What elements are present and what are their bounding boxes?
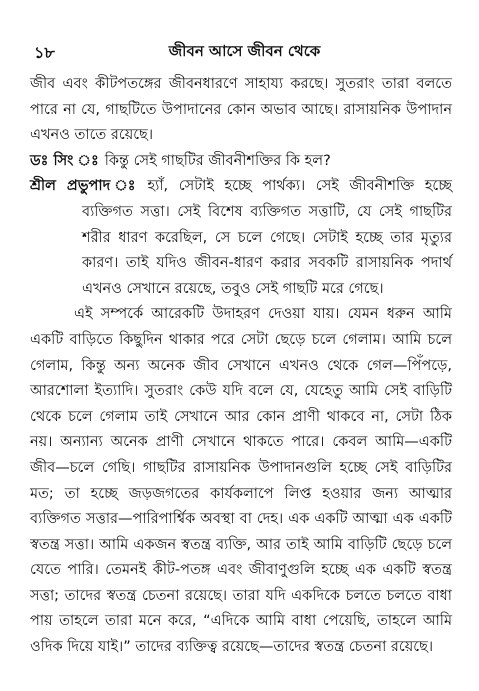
speaker-label: শ্রীল প্রভুপাদ ঃ xyxy=(30,178,142,195)
paragraph-text: এই সম্পর্কে আরেকটি উদাহরণ দেওয়া যায়। যেমন ধরুন আমি একটি বাড়িতে কিছুদিন থাকার পরে সেটা ছেড়ে চলে গেলাম। আমি চলে গেলাম, কিন্তু অন্য অনেক জীব সেখানে এখনও থেকে গেল—পিঁপড়ে, আরশোলা ইত্যাদি। সুতরাং কেউ যদি বলে যে, যেহেতু আমি সেই বাড়িটি থেকে চলে গেলাম তাই সেখানে আর কোন প্রাণী থাকবে না, সেটা ঠিক নয়। অন্যান্য অনেক প্রাণী সেখানে থাকতে পারে। কেবল আমি—একটি জীব—চলে গেছি। গাছটির রাসায়নিক উপাদানগুলি হচ্ছে সেই বাড়িটির মত; তা হচ্ছে জড়জগতের কার্যকলাপে লিপ্ত হওয়ার জন্য আত্মার ব্যক্তিগত সত্তার—পারিপার্শ্বিক অবস্থা বা দেহ। এক একটি আত্মা এক একটি স্বতন্ত্র সত্তা। আমি একজন স্বতন্ত্র ব্যক্তি, আর তাই আমি বাড়িটি ছেড়ে চলে যেতে পারি। তেমনই কীট-পতঙ্গ এবং জীবাণুগুলি হচ্ছে এক একটি স্বতন্ত্র সত্তা; তাদের স্বতন্ত্র চেতনা রয়েছে। তারা যদি একদিকে চলতে চলতে বাধা পায় তাহলে তারা মনে করে, “এদিকে আমি বাধা পেয়েছি, তাহলে আমি ওদিক দিয়ে যাই।” তাদের ব্যক্তিত্ব রয়েছে—তাদের স্বতন্ত্র চেতনা রয়েছে। xyxy=(30,306,452,656)
speaker-label: ডঃ সিং ঃ xyxy=(30,152,99,169)
paragraph-text: হ্যাঁ, সেটাই হচ্ছে পার্থক্য। সেই জীবনীশক্তি হচ্ছে ব্যক্তিগত সত্তা। সেই বিশেষ ব্যক্তিগত সত্তাটি, যে সেই গাছটির শরীর ধারণ করেছিল, সে চলে গেছে। সেটাই হচ্ছে তার মৃত্যুর কারণ। তাই যদিও জীবন-ধারণ করার সবকটি রাসায়নিক পদার্থ এখনও সেখানে রয়েছে, তবুও সেই গাছটি মরে গেছে। xyxy=(82,178,452,297)
paragraph-text: জীব এবং কীটপতঙ্গের জীবনধারণে সাহায্য করছে। সুতরাং তারা বলতে পারে না যে, গাছটিতে উপাদানের কোন অভাব আছে। রাসায়নিক উপাদান এখনও তাতে রয়েছে। xyxy=(30,76,452,144)
paragraph-continuation xyxy=(30,72,452,149)
paragraph-example xyxy=(30,302,452,660)
body-text xyxy=(30,72,452,661)
page-number: ১৮ xyxy=(34,43,55,62)
paragraph-text: কিন্তু সেই গাছটির জীবনীশক্তির কি হল? xyxy=(104,152,331,169)
dialogue-paragraph-prabhupada xyxy=(30,174,452,302)
dialogue-paragraph-dr-singh xyxy=(30,149,452,175)
page-header xyxy=(34,40,455,64)
running-title: জীবন আসে জীবন থেকে xyxy=(168,42,321,60)
